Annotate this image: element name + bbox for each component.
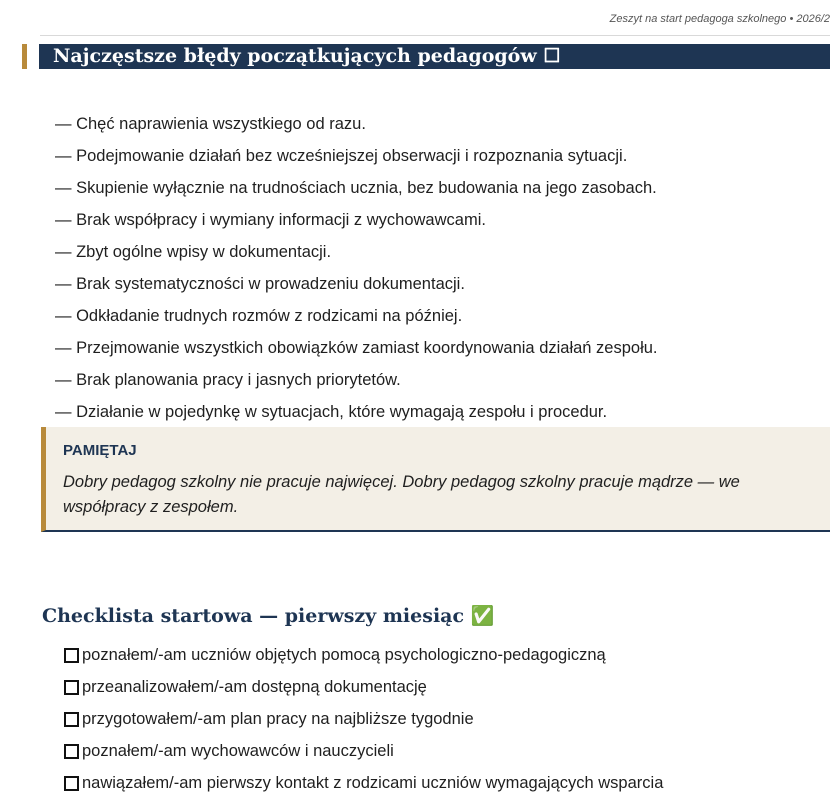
list-item: — Brak współpracy i wymiany informacji z wychowawcami. — [55, 211, 486, 229]
list-item: — Podejmowanie działań bez wcześniejszej obserwacji i rozpoznania sytuacji. — [55, 147, 628, 165]
checklist-item[interactable] — [64, 639, 663, 671]
checklist-item-label: nawiązałem/-am pierwszy kontakt z rodzicami uczniów wymagających wsparcia — [82, 774, 664, 792]
checklist-item[interactable] — [64, 767, 663, 799]
checklist-item-label: przeanalizowałem/-am dostępną dokumentację — [82, 678, 427, 696]
checklist — [64, 639, 663, 799]
checkbox[interactable] — [64, 776, 79, 791]
list-item: — Zbyt ogólne wpisy w dokumentacji. — [55, 243, 332, 261]
checklist-item[interactable] — [64, 671, 663, 703]
list-item: — Chęć naprawienia wszystkiego od razu. — [55, 115, 366, 133]
checklist-item[interactable] — [64, 703, 663, 735]
checkbox[interactable] — [64, 744, 79, 759]
checklist-title: Checklista startowa — pierwszy miesiąc ✅ — [42, 605, 495, 627]
checklist-item-label: przygotowałem/-am plan pracy na najbliższe tygodnie — [82, 710, 474, 728]
checkbox[interactable] — [64, 680, 79, 695]
checklist-item-label: poznałem/-am uczniów objętych pomocą psychologiczno-pedagogiczną — [82, 646, 606, 664]
checklist-item-label: poznałem/-am wychowawców i nauczycieli — [82, 742, 394, 760]
callout-text: Dobry pedagog szkolny nie pracuje najwięcej. Dobry pedagog szkolny pracuje mądrze — we współpracy z zespołem. — [63, 473, 740, 516]
mistakes-list — [55, 108, 658, 428]
list-item: — Skupienie wyłącznie na trudnościach ucznia, bez budowania na jego zasobach. — [55, 179, 657, 197]
list-item: — Odkładanie trudnych rozmów z rodzicami na później. — [55, 307, 463, 325]
checkbox[interactable] — [64, 648, 79, 663]
section-heading-bar — [22, 44, 830, 69]
section-title: Najczęstsze błędy początkujących pedagogów ☐ — [53, 45, 561, 67]
section-accent-mark — [22, 44, 27, 69]
page-header — [40, 8, 830, 36]
list-item: — Działanie w pojedynkę w sytuacjach, które wymagają zespołu i procedur. — [55, 403, 608, 421]
list-item: — Brak planowania pracy i jasnych priorytetów. — [55, 371, 401, 389]
checklist-item[interactable] — [64, 735, 663, 767]
checkbox[interactable] — [64, 712, 79, 727]
remember-callout — [41, 427, 830, 532]
list-item: — Brak systematyczności w prowadzeniu dokumentacji. — [55, 275, 465, 293]
running-title: Zeszyt na start pedagoga szkolnego • 2026/2 — [609, 13, 830, 25]
list-item: — Przejmowanie wszystkich obowiązków zamiast koordynowania działań zespołu. — [55, 339, 658, 357]
callout-title: PAMIĘTAJ — [63, 442, 137, 459]
